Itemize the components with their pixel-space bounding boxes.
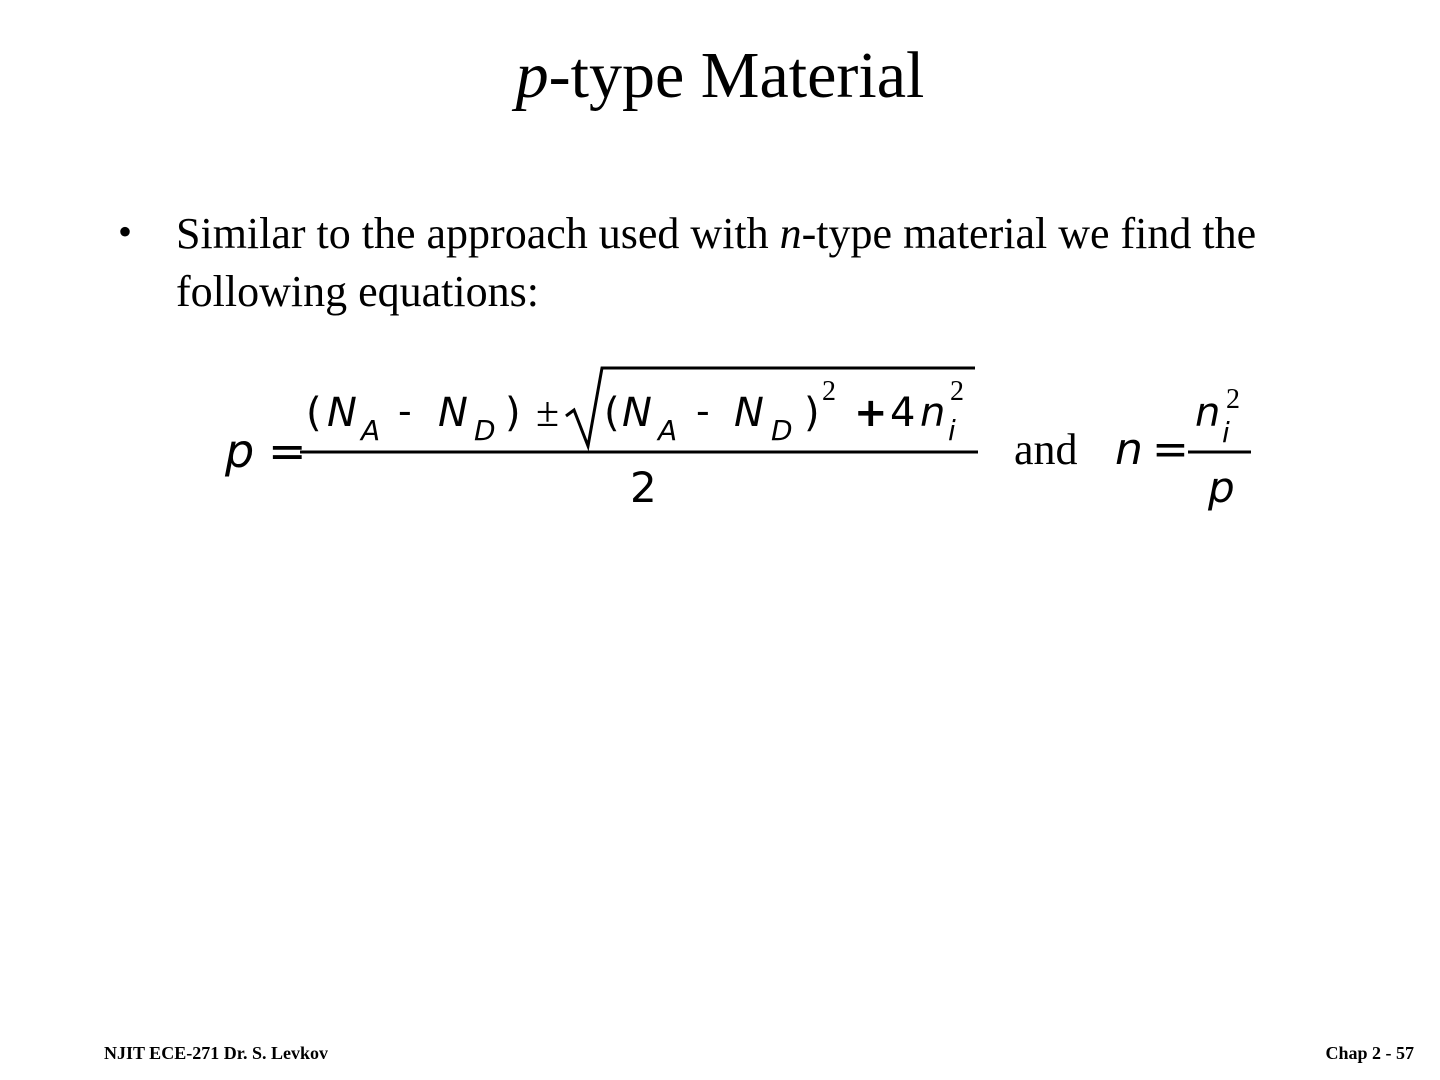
eq-equals-2: = xyxy=(1152,424,1189,475)
eq-plus: + xyxy=(854,390,888,436)
eq-and: and xyxy=(1014,425,1078,474)
eq-sub-A-1: A xyxy=(361,414,381,447)
bullet-marker: • xyxy=(118,209,133,254)
eq-sub-A-2: A xyxy=(658,414,678,447)
eq-paren-open-2: ( xyxy=(604,390,620,436)
footer-author: NJIT ECE-271 Dr. S. Levkov xyxy=(104,1043,329,1063)
eq-rhs-den-p: p xyxy=(1208,463,1235,512)
eq-four: 4 xyxy=(890,390,916,436)
eq-minus-2: - xyxy=(696,389,710,433)
title-variable: p xyxy=(515,39,549,112)
bullet-text-part-1: Similar to the approach used with xyxy=(176,209,780,258)
eq-plus-minus: ± xyxy=(536,390,560,436)
eq-square-2: 2 xyxy=(950,376,964,407)
footer-page-number: Chap 2 - 57 xyxy=(1325,1043,1414,1063)
eq-sub-D-2: D xyxy=(771,414,793,447)
eq-square-1: 2 xyxy=(822,376,836,407)
bullet-text-part-2: -type material we find the following equations: xyxy=(176,209,1257,316)
eq-minus-1: - xyxy=(398,389,412,433)
eq-n-2: n xyxy=(1195,390,1221,436)
eq-paren-close-1: ) xyxy=(505,390,521,436)
eq-N-1: N xyxy=(327,390,357,436)
eq-rhs-n: n xyxy=(1115,424,1143,475)
title-text: -type Material xyxy=(548,39,925,112)
eq-square-3: 2 xyxy=(1226,384,1240,415)
eq-sub-D-1: D xyxy=(474,414,496,447)
eq-N-3: N xyxy=(622,390,652,436)
eq-sub-i-1: i xyxy=(948,414,956,447)
bullet-variable: n xyxy=(779,209,802,258)
eq-equals-1: = xyxy=(268,424,307,478)
eq-n-1: n xyxy=(920,390,946,436)
eq-denominator: 2 xyxy=(630,463,657,512)
eq-sub-i-2: i xyxy=(1222,416,1230,449)
eq-N-4: N xyxy=(734,390,764,436)
eq-paren-close-2: ) xyxy=(804,390,820,436)
eq-lhs-p: p xyxy=(225,424,255,478)
eq-N-2: N xyxy=(438,390,468,436)
eq-paren-open-1: ( xyxy=(306,390,322,436)
